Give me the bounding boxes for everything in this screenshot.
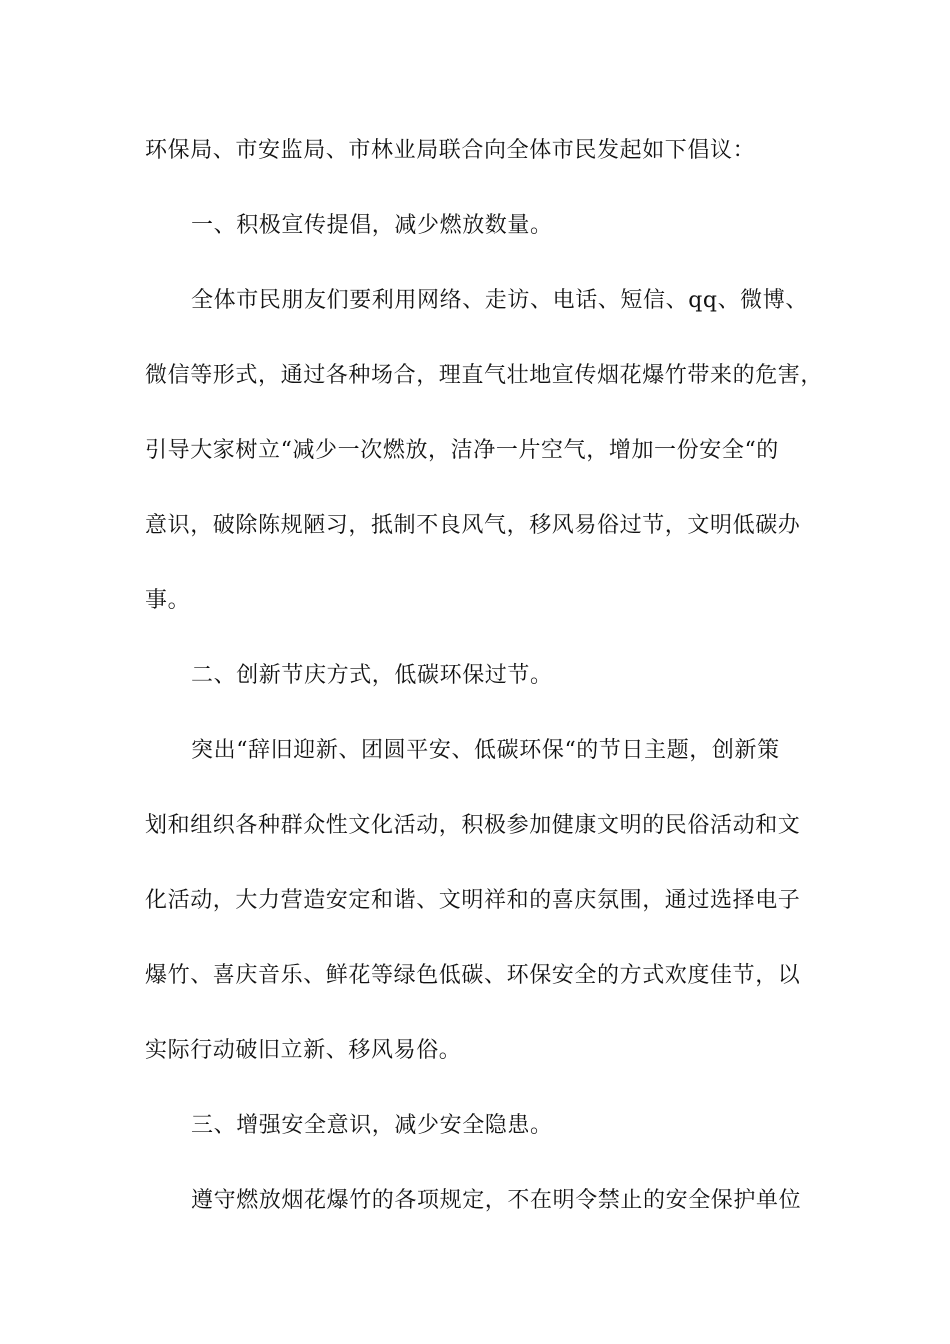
paragraph-3-line-1: 遵守燃放烟花爆竹的各项规定，不在明令禁止的安全保护单位 — [191, 1188, 802, 1213]
paragraph-1-line-1: 全体市民朋友们要利用网络、走访、电话、短信、qq、微博、 — [191, 288, 808, 313]
paragraph-2-line-3: 化活动，大力营造安定和谐、文明祥和的喜庆氛围，通过选择电子 — [145, 888, 801, 913]
paragraph-2-line-5: 实际行动破旧立新、移风易俗。 — [145, 1038, 462, 1063]
paragraph-1-line-3: 引导大家树立“减少一次燃放，洁净一片空气，增加一份安全“的 — [145, 438, 779, 463]
section-heading-1: 一、积极宣传提倡，减少燃放数量。 — [191, 213, 553, 238]
paragraph-2-line-4: 爆竹、喜庆音乐、鲜花等绿色低碳、环保安全的方式欢度佳节，以 — [145, 963, 801, 988]
paragraph-2-line-1: 突出“辞旧迎新、团圆平安、低碳环保“的节日主题，创新策 — [191, 738, 780, 763]
paragraph-1-line-2: 微信等形式，通过各种场合，理直气壮地宣传烟花爆竹带来的危害， — [145, 363, 824, 388]
section-heading-2: 二、创新节庆方式，低碳环保过节。 — [191, 663, 553, 688]
section-heading-3: 三、增强安全意识，减少安全隐患。 — [191, 1113, 553, 1138]
text-line-1: 环保局、市安监局、市林业局联合向全体市民发起如下倡议： — [145, 138, 756, 163]
paragraph-1-line-5: 事。 — [145, 588, 191, 613]
paragraph-2-line-2: 划和组织各种群众性文化活动，积极参加健康文明的民俗活动和文 — [145, 813, 801, 838]
paragraph-1-line-4: 意识，破除陈规陋习，抵制不良风气，移风易俗过节，文明低碳办 — [145, 513, 801, 538]
